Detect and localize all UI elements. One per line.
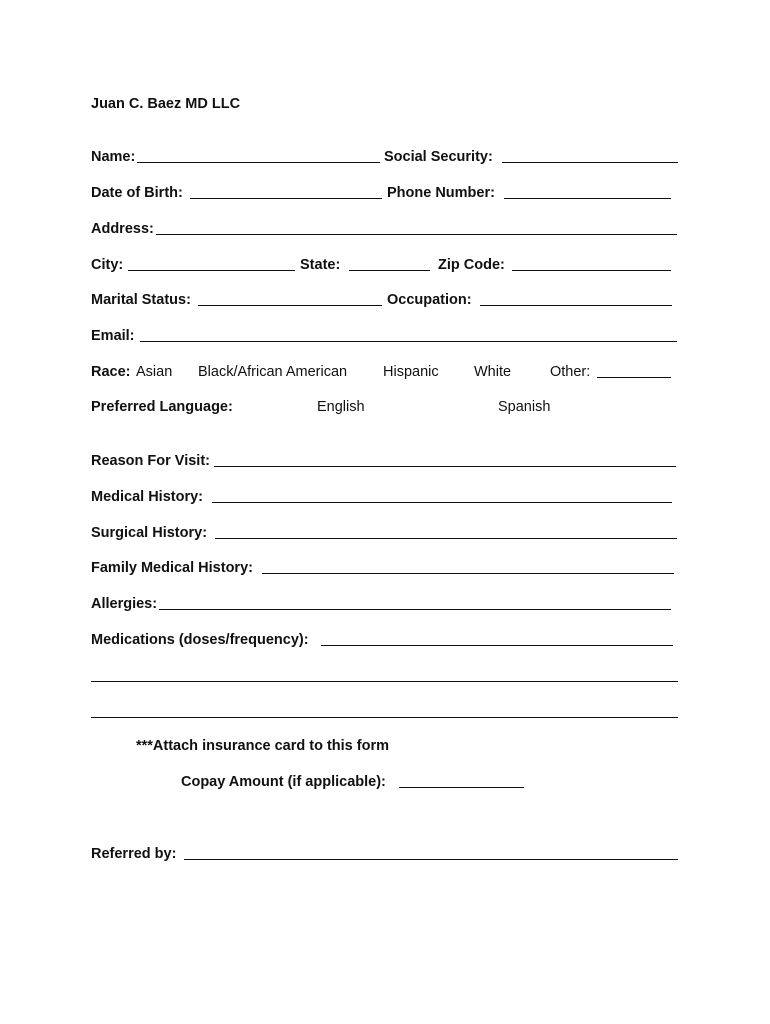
family-medical-history-label: Family Medical History: xyxy=(91,560,253,576)
surgical-history-field[interactable] xyxy=(215,538,677,539)
allergies-label: Allergies: xyxy=(91,596,158,612)
copay-amount-field[interactable] xyxy=(399,787,524,788)
city-label: City: xyxy=(91,257,124,273)
race-label: Race: xyxy=(91,364,131,380)
zip-code-label: Zip Code: xyxy=(438,257,505,273)
address-label: Address: xyxy=(91,221,154,237)
practice-name: Juan C. Baez MD LLC xyxy=(91,96,241,112)
medical-history-label: Medical History: xyxy=(91,489,203,505)
referred-by-field[interactable] xyxy=(184,859,678,860)
referred-by-label: Referred by: xyxy=(91,846,177,862)
race-option-asian[interactable]: Asian xyxy=(136,364,173,380)
preferred-language-label: Preferred Language: xyxy=(91,399,233,415)
zip-code-field[interactable] xyxy=(512,270,671,271)
occupation-label: Occupation: xyxy=(387,292,472,308)
social-security-label: Social Security: xyxy=(384,149,493,165)
medications-field[interactable] xyxy=(321,645,673,646)
copay-amount-label: Copay Amount (if applicable): xyxy=(181,774,386,790)
name-field[interactable] xyxy=(137,162,380,163)
family-medical-history-field[interactable] xyxy=(262,573,674,574)
reason-for-visit-label: Reason For Visit: xyxy=(91,453,210,469)
medications-label: Medications (doses/frequency): xyxy=(91,632,309,648)
race-option-other[interactable]: Other: xyxy=(550,364,591,380)
medical-history-field[interactable] xyxy=(212,502,672,503)
medications-extra-line-2[interactable] xyxy=(91,717,678,718)
address-field[interactable] xyxy=(156,234,677,235)
name-label: Name: xyxy=(91,149,136,165)
state-label: State: xyxy=(300,257,341,273)
marital-status-label: Marital Status: xyxy=(91,292,191,308)
city-field[interactable] xyxy=(128,270,295,271)
attach-insurance-note: ***Attach insurance card to this form xyxy=(136,738,389,754)
marital-status-field[interactable] xyxy=(198,305,382,306)
email-field[interactable] xyxy=(140,341,677,342)
date-of-birth-field[interactable] xyxy=(190,198,382,199)
race-option-black-african-american[interactable]: Black/African American xyxy=(198,364,348,380)
reason-for-visit-field[interactable] xyxy=(214,466,676,467)
phone-number-label: Phone Number: xyxy=(387,185,495,201)
date-of-birth-label: Date of Birth: xyxy=(91,185,183,201)
race-option-white[interactable]: White xyxy=(474,364,512,380)
occupation-field[interactable] xyxy=(480,305,672,306)
allergies-field[interactable] xyxy=(159,609,671,610)
phone-number-field[interactable] xyxy=(504,198,671,199)
state-field[interactable] xyxy=(349,270,430,271)
social-security-field[interactable] xyxy=(502,162,678,163)
surgical-history-label: Surgical History: xyxy=(91,525,208,541)
race-option-hispanic[interactable]: Hispanic xyxy=(383,364,439,380)
medications-extra-line-1[interactable] xyxy=(91,681,678,682)
language-option-english[interactable]: English xyxy=(317,399,365,415)
race-other-field[interactable] xyxy=(597,377,671,378)
language-option-spanish[interactable]: Spanish xyxy=(498,399,551,415)
email-label: Email: xyxy=(91,328,135,344)
